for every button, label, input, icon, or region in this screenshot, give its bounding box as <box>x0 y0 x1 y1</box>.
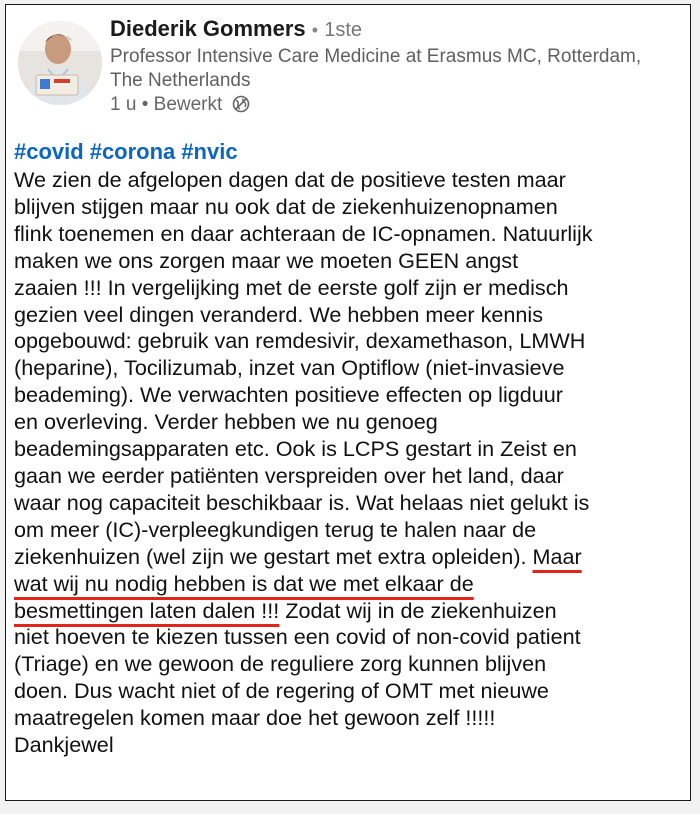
author-name[interactable]: Diederik Gommers <box>110 16 306 41</box>
post-line: beademingsapparaten etc. Ook is LCPS gestart in Zeist en <box>14 436 577 462</box>
post-line: (heparine), Tocilizumab, inzet van Optiflow (niet-invasieve <box>14 355 565 381</box>
post-line: beademing). We verwachten positieve effecten op ligduur <box>14 382 563 408</box>
post-text: ziekenhuizen (wel zijn we gestart met extra opleiden). <box>14 543 527 569</box>
post-meta <box>110 93 250 120</box>
connection-degree: 1ste <box>324 19 363 41</box>
highlighted-text: besmettingen laten dalen !!! <box>14 597 280 623</box>
highlighted-text: Maar <box>532 543 582 569</box>
separator-dot: • <box>311 20 319 40</box>
post-time: 1 u <box>110 94 137 115</box>
hashtag-link[interactable]: #covid <box>14 139 84 164</box>
post-line <box>14 544 690 571</box>
highlighted-text: wat wij nu nodig hebben is dat we met elkaar de <box>14 570 474 596</box>
post-body <box>14 167 690 759</box>
post-line: blijven stijgen maar nu ook dat de ziekenhuizenopnamen <box>14 193 558 219</box>
post-line: zaaien !!! In vergelijking met de eerste golf zijn er medisch <box>14 274 569 300</box>
author-line <box>110 15 362 44</box>
post-line: en overleving. Verder hebben we nu genoeg <box>14 409 438 435</box>
post-line <box>14 598 690 625</box>
post-line <box>14 571 690 598</box>
post-line: maken we ons zorgen maar we moeten GEEN angst <box>14 247 519 273</box>
post-card <box>5 4 691 801</box>
post-line: om meer (IC)-verpleegkundigen terug te halen naar de <box>14 516 537 542</box>
post-line: gezien veel dingen veranderd. We hebben meer kennis <box>14 301 543 327</box>
post-line: Dankjewel <box>14 732 114 758</box>
post-line: waar nog capaciteit beschikbaar is. Wat helaas niet gelukt is <box>14 489 590 515</box>
post-line: niet hoeven te kiezen tussen een covid of non-covid patient <box>14 624 581 650</box>
post-line: flink toenemen en daar achteraan de IC-opnamen. Natuurlijk <box>14 220 593 246</box>
hashtag-link[interactable]: #nvic <box>181 139 238 164</box>
edited-label: Bewerkt <box>153 94 223 115</box>
post-line: opgebouwd: gebruik van remdesivir, dexamethason, LMWH <box>14 328 586 354</box>
post-line: gaan we eerder patiënten verspreiden over het land, daar <box>14 462 564 488</box>
meta-separator: • <box>141 94 149 115</box>
post-text: Zodat wij in de ziekenhuizen <box>285 597 557 623</box>
author-headline: Professor Intensive Care Medicine at Erasmus MC, Rotterdam, The Netherlands <box>110 46 642 91</box>
post-line: We zien de afgelopen dagen dat de positieve testen maar <box>14 167 566 192</box>
avatar[interactable] <box>18 21 102 105</box>
post-line: doen. Dus wacht niet of de regering of OMT met nieuwe <box>14 678 549 704</box>
profile-photo <box>18 21 102 105</box>
post-line: maatregelen komen maar doe het gewoon zelf !!!!! <box>14 705 496 731</box>
globe-icon <box>232 95 250 120</box>
post-line: (Triage) en we gewoon de reguliere zorg kunnen blijven <box>14 651 547 677</box>
hashtag-list <box>14 139 244 165</box>
hashtag-link[interactable]: #corona <box>89 139 176 164</box>
